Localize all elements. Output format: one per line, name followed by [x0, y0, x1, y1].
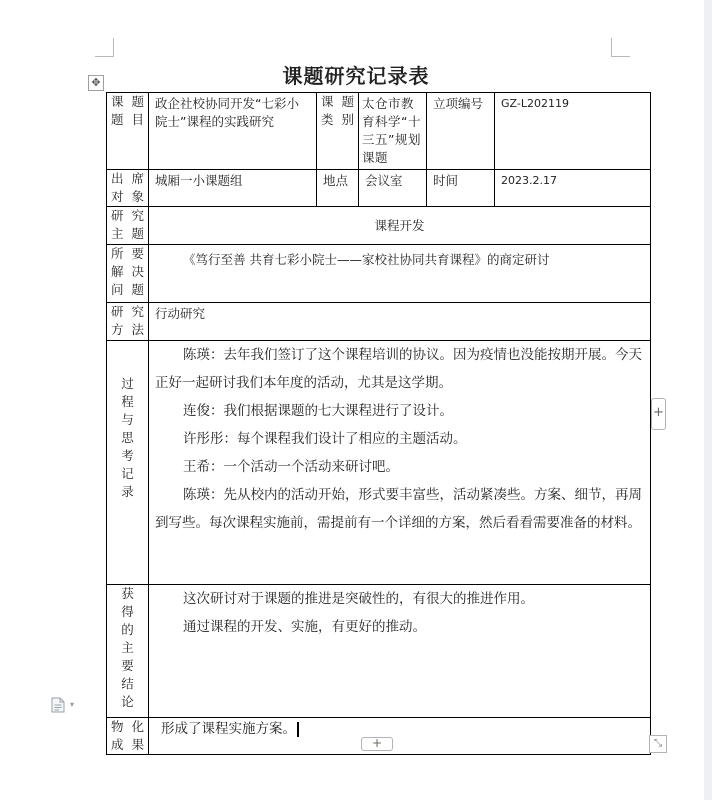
topic-value[interactable]: 政企社校协同开发“七彩小院士”课程的实践研究 — [149, 93, 317, 170]
project-no-value[interactable]: GZ-L202119 — [495, 93, 651, 170]
process-paragraph: 陈瑛：去年我们签订了这个课程培训的协议。因为疫情也没能按期开展。今天正好一起研讨我们本年度的活动，尤其是这学期。 — [155, 347, 642, 391]
add-row-button[interactable]: + — [361, 737, 393, 751]
outcome-text: 形成了课程实施方案。 — [161, 721, 296, 737]
process-paragraph: 连俊：我们根据课题的七大课程进行了设计。 — [183, 403, 453, 419]
process-paragraph: 许彤彤：每个课程我们设计了相应的主题活动。 — [183, 431, 467, 447]
place-value[interactable]: 会议室 — [359, 170, 427, 207]
conclusion-paragraph: 通过课程的开发、实施，有更好的推动。 — [183, 619, 426, 635]
outcome-value[interactable] — [149, 718, 651, 755]
method-label: 研究方法 — [107, 303, 149, 341]
time-value[interactable]: 2023.2.17 — [495, 170, 651, 207]
process-paragraph: 陈瑛：先从校内的活动开始，形式要丰富些，活动紧凑些。方案、细节，再周到写些。每次课程实施前，需提前有一个详细的方案，然后看看需要准备的材料。 — [155, 487, 642, 531]
theme-value[interactable]: 课程开发 — [149, 207, 651, 245]
document-icon[interactable] — [51, 697, 65, 713]
record-table — [106, 92, 651, 755]
add-column-button[interactable]: + — [651, 398, 666, 430]
place-label: 地点 — [317, 170, 359, 207]
attendees-label: 出席对象 — [107, 170, 149, 207]
table-move-handle-icon[interactable]: ✥ — [88, 75, 104, 91]
scrollbar-track[interactable] — [704, 0, 712, 800]
conclusion-record[interactable] — [149, 585, 651, 718]
method-value[interactable]: 行动研究 — [149, 303, 651, 341]
conclusion-paragraph: 这次研讨对于课题的推进是突破性的，有很大的推进作用。 — [183, 591, 534, 607]
topic-label: 课题题目 — [107, 93, 149, 170]
project-no-label: 立项编号 — [427, 93, 495, 170]
attendees-value[interactable]: 城厢一小课题组 — [149, 170, 317, 207]
category-value[interactable]: 太仓市教育科学“十三五”规划课题 — [359, 93, 427, 170]
process-record[interactable] — [149, 341, 651, 585]
conclusion-label: 获得的主要结论 — [107, 585, 149, 718]
problem-value[interactable]: 《笃行至善 共育七彩小院士——家校社协同共育课程》的商定研讨 — [149, 245, 651, 303]
document-title: 课题研究记录表 — [282, 64, 430, 88]
process-paragraph: 王希：一个活动一个活动来研讨吧。 — [183, 459, 399, 475]
theme-label: 研究主题 — [107, 207, 149, 245]
page-corner-mark — [611, 38, 630, 57]
process-label: 过程与思考记录 — [107, 341, 149, 585]
page-corner-mark — [95, 38, 114, 57]
problem-label: 所要解决问题 — [107, 245, 149, 303]
category-label: 课题类别 — [317, 93, 359, 170]
chevron-down-icon[interactable]: ▾ — [70, 700, 75, 709]
time-label: 时间 — [427, 170, 495, 207]
outcome-label: 物化成果 — [107, 718, 149, 755]
table-resize-icon[interactable]: ⤡ — [649, 735, 667, 753]
text-cursor — [297, 722, 299, 737]
